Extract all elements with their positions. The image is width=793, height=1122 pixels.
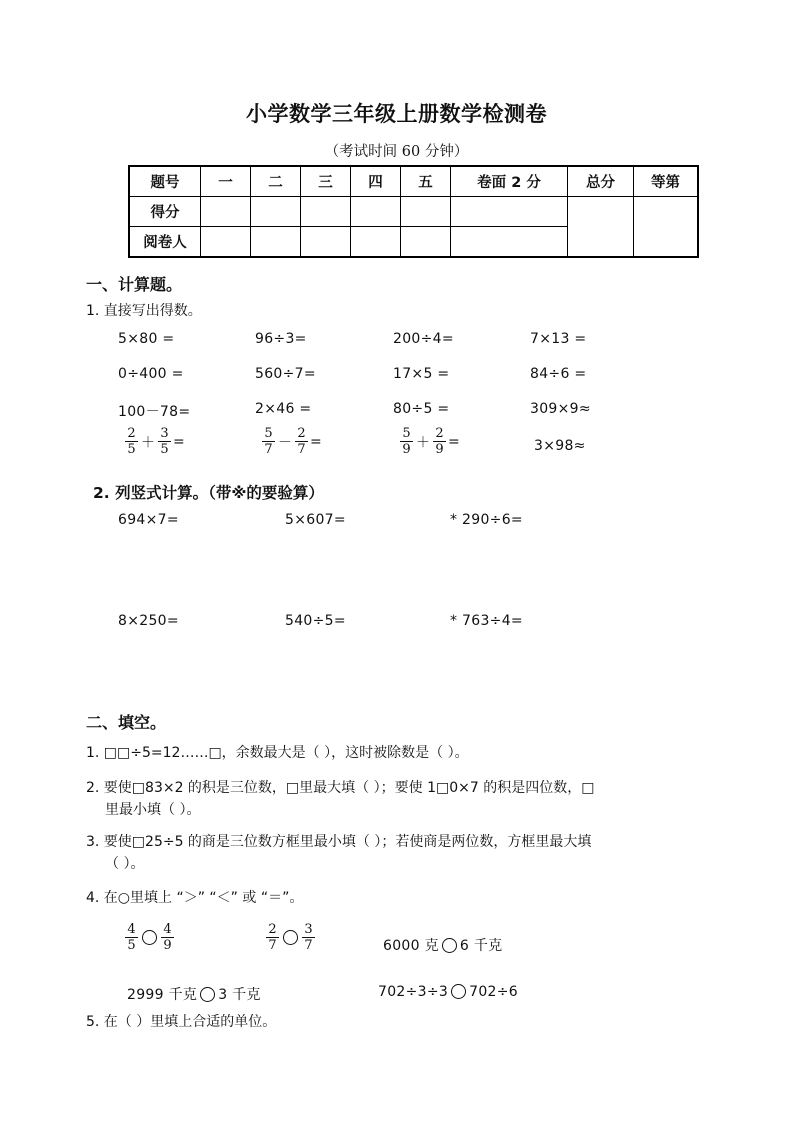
vertical-expr-1-3: * 290÷6= xyxy=(450,512,523,528)
question-label-1-2: 2. 列竖式计算。（带※的要验算） xyxy=(93,484,324,502)
expr-2-1: 0÷400 = xyxy=(118,366,184,382)
expr-1-2: 96÷3= xyxy=(255,331,307,347)
fraction-expr-3 xyxy=(399,427,460,456)
score-cell-presentation[interactable] xyxy=(451,197,568,227)
compare-left-4: 2999 千克 xyxy=(127,987,198,1003)
operator-plus: ＋ xyxy=(141,434,155,451)
vertical-expr-2-2: 540÷5= xyxy=(285,613,346,629)
vertical-expr-1-2: 5×607= xyxy=(285,512,346,528)
col-header-presentation: 卷面 2 分 xyxy=(451,166,568,197)
compare-expr-4 xyxy=(127,984,261,1004)
vertical-expr-2-3: * 763÷4= xyxy=(450,613,523,629)
compare-expr-5 xyxy=(378,984,518,1000)
equals-sign: = xyxy=(310,433,322,450)
fill-question-3-line1: 3. 要使□25÷5 的商是三位数方框里最小填（ ）；若使商是两位数，方框里最大填 xyxy=(86,834,592,850)
expr-2-2: 560÷7= xyxy=(255,366,316,382)
expr-3-2: 2×46 = xyxy=(255,401,312,417)
section-heading-2: 二、填空。 xyxy=(86,713,167,732)
fill-question-2-line1: 2. 要使□83×2 的积是三位数，□里最大填（ ）；要使 1□0×7 的积是四位数，□ xyxy=(86,780,595,796)
marker-cell-1[interactable] xyxy=(201,227,251,258)
score-cell-4[interactable] xyxy=(351,197,401,227)
section-heading-1: 一、计算题。 xyxy=(86,275,183,294)
fraction-c2a: $\frac{2}{7}$ xyxy=(266,923,279,952)
operator-plus: ＋ xyxy=(416,434,430,451)
fraction-3a: $\frac{5}{9}$ xyxy=(400,427,413,456)
compare-left-5: 702÷3÷3 xyxy=(378,984,449,1000)
score-cell-total[interactable] xyxy=(568,197,634,258)
table-row-header xyxy=(129,166,698,197)
page-title: 小学数学三年级上册数学检测卷 xyxy=(246,102,547,126)
score-cell-grade[interactable] xyxy=(634,197,699,258)
compare-expr-1 xyxy=(124,923,175,952)
compare-right-4: 3 千克 xyxy=(218,987,261,1003)
compare-circle[interactable] xyxy=(142,930,157,945)
operator-minus: － xyxy=(278,434,292,451)
fraction-c2b: $\frac{3}{7}$ xyxy=(302,923,315,952)
expr-3-1: 100－78= xyxy=(118,404,191,420)
expr-3-3: 80÷5 = xyxy=(393,401,450,417)
fraction-2a: $\frac{5}{7}$ xyxy=(262,427,275,456)
fraction-2b: $\frac{2}{7}$ xyxy=(295,427,308,456)
marker-cell-presentation[interactable] xyxy=(451,227,568,258)
expr-3-4: 309×9≈ xyxy=(530,401,591,417)
vertical-expr-2-1: 8×250= xyxy=(118,613,179,629)
col-header-3: 三 xyxy=(301,166,351,197)
marker-cell-5[interactable] xyxy=(401,227,451,258)
row-label-question-no: 题号 xyxy=(129,166,201,197)
vertical-expr-1-1: 694×7= xyxy=(118,512,179,528)
row-label-score: 得分 xyxy=(129,197,201,227)
expr-2-4: 84÷6 = xyxy=(530,366,587,382)
score-cell-2[interactable] xyxy=(251,197,301,227)
compare-expr-2 xyxy=(265,923,316,952)
compare-circle[interactable] xyxy=(442,938,457,953)
expr-1-3: 200÷4= xyxy=(393,331,454,347)
compare-right-5: 702÷6 xyxy=(469,984,518,1000)
table-row-score xyxy=(129,197,698,227)
fill-question-5: 5. 在（ ）里填上合适的单位。 xyxy=(86,1014,277,1030)
fraction-c1a: $\frac{4}{5}$ xyxy=(125,923,138,952)
fill-question-4: 4. 在○里填上 “＞” “＜” 或 “＝”。 xyxy=(86,890,304,906)
compare-circle[interactable] xyxy=(200,987,215,1002)
expr-1-1: 5×80 = xyxy=(118,331,175,347)
score-table xyxy=(128,165,680,258)
fraction-3b: $\frac{2}{9}$ xyxy=(433,427,446,456)
compare-circle[interactable] xyxy=(283,930,298,945)
fill-question-3-line2: （ ）。 xyxy=(105,856,145,872)
col-header-grade: 等第 xyxy=(634,166,699,197)
marker-cell-2[interactable] xyxy=(251,227,301,258)
compare-right-3: 6 千克 xyxy=(459,938,503,954)
equals-sign: = xyxy=(173,433,185,450)
fill-question-2-line2: 里最小填（ ）。 xyxy=(105,802,201,818)
score-cell-3[interactable] xyxy=(301,197,351,227)
col-header-5: 五 xyxy=(401,166,451,197)
col-header-total: 总分 xyxy=(568,166,634,197)
fraction-1b: $\frac{3}{5}$ xyxy=(158,427,171,456)
score-cell-5[interactable] xyxy=(401,197,451,227)
expr-4-4: 3×98≈ xyxy=(534,438,586,454)
fraction-expr-2 xyxy=(261,427,322,456)
score-cell-1[interactable] xyxy=(201,197,251,227)
fraction-expr-1 xyxy=(124,427,185,456)
exam-duration-note: （考试时间 60 分钟） xyxy=(324,144,469,160)
expr-2-3: 17×5 = xyxy=(393,366,450,382)
row-label-marker: 阅卷人 xyxy=(129,227,201,258)
marker-cell-3[interactable] xyxy=(301,227,351,258)
compare-left-3: 6000 克 xyxy=(383,938,439,954)
fill-question-1: 1. □□÷5=12……□，余数最大是（ ），这时被除数是（ ）。 xyxy=(86,745,469,761)
col-header-1: 一 xyxy=(201,166,251,197)
compare-expr-3 xyxy=(383,935,502,955)
expr-1-4: 7×13 = xyxy=(530,331,587,347)
col-header-2: 二 xyxy=(251,166,301,197)
col-header-4: 四 xyxy=(351,166,401,197)
compare-circle[interactable] xyxy=(451,984,466,999)
fraction-1a: $\frac{2}{5}$ xyxy=(125,427,138,456)
question-label-1-1: 1. 直接写出得数。 xyxy=(86,303,202,319)
marker-cell-4[interactable] xyxy=(351,227,401,258)
fraction-c1b: $\frac{4}{9}$ xyxy=(161,923,174,952)
equals-sign: = xyxy=(448,433,460,450)
